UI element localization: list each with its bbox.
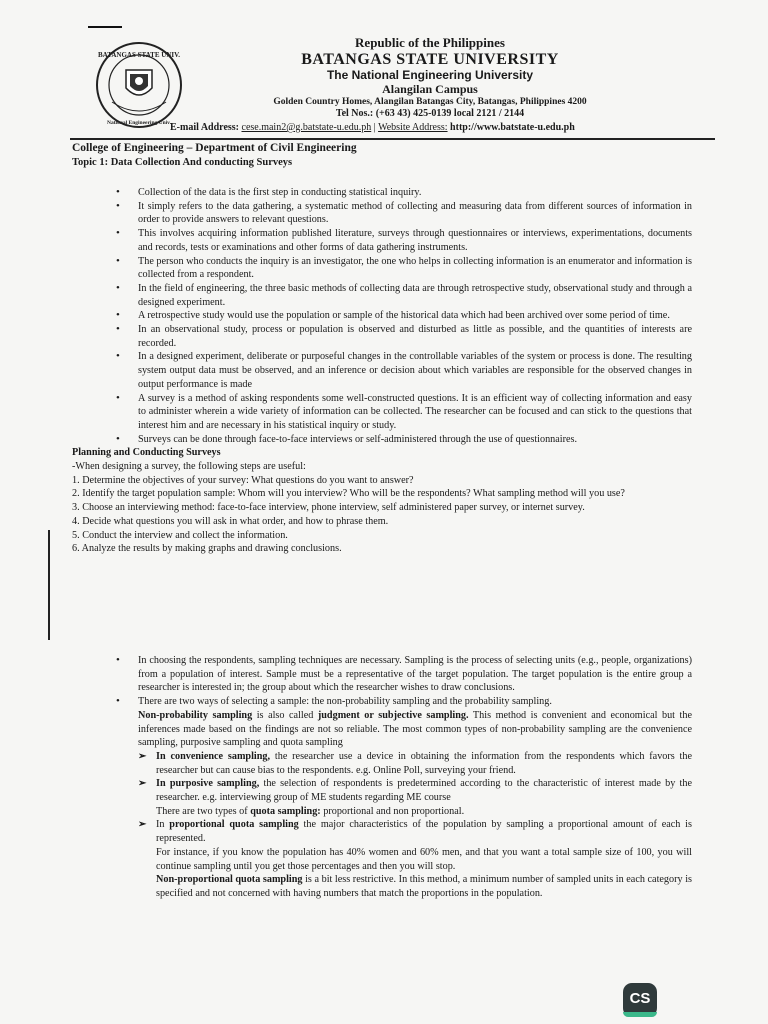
list-item: • In choosing the respondents, sampling techniques are necessary. Sampling is the process of selecting units (e.g., people, organizations) from a population of interest. Sample must be a representative of the target population. The target population is the entire group a researcher is interested in; the group about which the researcher wishes to draw conclusions. xyxy=(116,654,692,694)
list-item: • In a designed experiment, deliberate or purposeful changes in the controllable variables of the system or process is done. The resulting system output data must be observed, and an inference or decision about which variables are responsible for the observed changes in output performance is made xyxy=(116,350,692,390)
website-label: Website Address: xyxy=(378,122,448,133)
intro-section xyxy=(72,186,692,556)
university-tagline: The National Engineering University xyxy=(326,68,534,83)
university-name: BATANGAS STATE UNIVERSITY xyxy=(301,50,559,68)
scan-mark xyxy=(88,26,122,28)
telephone-numbers: Tel Nos.: (+63 43) 425-0139 local 2121 / 2144 xyxy=(335,107,525,119)
website-link[interactable]: http://www.batstate-u.edu.ph xyxy=(450,122,575,133)
step-item: 6. Analyze the results by making graphs and drawing conclusions. xyxy=(72,543,342,555)
sampling-section xyxy=(72,654,692,901)
quota-types-line: There are two types of quota sampling: proportional and non proportional. xyxy=(156,805,465,817)
step-item: 5. Conduct the interview and collect the information. xyxy=(72,529,288,541)
list-item: • In the field of engineering, the three basic methods of collecting data are through retrospective study, observational study and through a designed experiment. xyxy=(116,281,692,308)
svg-text:National Engineering Univ.: National Engineering Univ. xyxy=(106,120,172,126)
list-item: • It simply refers to the data gathering, a systematic method of collecting and measuring data from different sources of information in order to provide answers to relevant questions. xyxy=(116,199,692,226)
email-label: E-mail Address: xyxy=(170,122,239,133)
arrow-bullet-icon: ➢ xyxy=(138,778,147,790)
arrow-bullet-icon: ➢ xyxy=(138,819,147,831)
nonproportional-item: Non-proportional quota sampling is a bit less restrictive. In this method, a minimum number of sampled units in each category is specified and not concerned with having numbers that match the proportions in the population. xyxy=(156,874,692,899)
republic-line: Republic of the Philippines xyxy=(355,35,505,50)
proportional-item: ➢ In proportional quota sampling the major characteristics of the population by sampling a proportional amount of each is represented. xyxy=(138,819,692,845)
list-item: • There are two ways of selecting a sample: the non-probability sampling and the probability sampling. xyxy=(116,695,552,708)
separator: | xyxy=(373,122,376,133)
planning-intro: -When designing a survey, the following steps are useful: xyxy=(72,461,306,473)
planning-heading: Planning and Conducting Surveys xyxy=(72,447,221,459)
list-item: • Surveys can be done through face-to-face interviews or self-administered through the use of questionnaires. xyxy=(116,432,578,445)
letterhead xyxy=(200,36,660,119)
svg-text:BATANGAS STATE UNIV.: BATANGAS STATE UNIV. xyxy=(97,51,181,59)
list-item: • Collection of the data is the first step in conducting statistical inquiry. xyxy=(116,186,422,198)
list-item: • The person who conducts the inquiry is an investigator, the one who helps in collecting information is an enumerator and information is collected from a respondent. xyxy=(116,254,692,281)
department-heading: College of Engineering – Department of Civil Engineering xyxy=(72,142,357,154)
arrow-bullet-icon: ➢ xyxy=(138,750,147,762)
nonprobability-paragraph: Non-probability sampling is also called judgment or subjective sampling. This method is convenient and economical but the inferences made based on the findings are not so reliable. The most common types of non-probability sampling are the convenience sampling, purposive sampling and quota sampling xyxy=(138,709,692,749)
email-link[interactable]: cese.main2@g.batstate-u.edu.ph xyxy=(241,122,372,133)
proportional-example: For instance, if you know the population has 40% women and 60% men, and that you want a total sample size of 100, you will continue sampling until you get those percentages and then you will stop. xyxy=(156,846,692,872)
camscanner-watermark-icon: CS xyxy=(623,983,657,1017)
purposive-item: ➢ In purposive sampling, the selection of respondents is predetermined according to the characteristic of interest made by the researcher. e.g. interviewing group of ME students regarding ME course xyxy=(138,778,692,804)
topic-heading: Topic 1: Data Collection And conducting Surveys xyxy=(72,157,293,168)
list-item: • A retrospective study would use the population or sample of the historical data which had been archived over some period of time. xyxy=(116,309,670,322)
campus-name: Alangilan Campus xyxy=(382,82,478,97)
scan-mark xyxy=(48,530,50,640)
steps-list xyxy=(72,474,692,556)
contact-line xyxy=(170,122,575,133)
step-item: 1. Determine the objectives of your survey: What questions do you want to answer? xyxy=(72,474,414,486)
bullet-list xyxy=(72,654,692,709)
university-seal xyxy=(84,40,194,130)
campus-address: Golden Country Homes, Alangilan Batangas City, Batangas, Philippines 4200 xyxy=(273,96,587,107)
list-item: • In an observational study, process or population is observed and disturbed as little as possible, and the quantities of interests are recorded. xyxy=(116,323,692,349)
header-divider xyxy=(70,138,715,140)
step-item: 2. Identify the target population sample: Whom will you interview? Who will be the respondents? What sampling method will you use? xyxy=(72,488,625,500)
list-item: • A survey is a method of asking respondents some well-constructed questions. It is an efficient way of collecting information and easy to administer wherein a wide variety of information can be collected. The researcher can be focused and can stick to the questions that interest him and are necessary in his statistical inquiry or study. xyxy=(116,391,692,431)
step-item: 3. Choose an interviewing method: face-to-face interview, phone interview, self administered paper survey, or internet survey. xyxy=(72,502,585,514)
bullet-list xyxy=(72,186,692,446)
convenience-item: ➢ In convenience sampling, the researcher use a device in obtaining the information from the respondents which favors the researcher but can cause bias to the respondents. e.g. Online Poll, surveying your friend. xyxy=(138,750,693,776)
list-item: • This involves acquiring information published literature, surveys through questionnaires or interviews, experimentations, documents and records, tests or examinations and other forms of data gathering instruments. xyxy=(116,227,692,253)
step-item: 4. Decide what questions you will ask in what order, and how to phrase them. xyxy=(72,515,389,527)
